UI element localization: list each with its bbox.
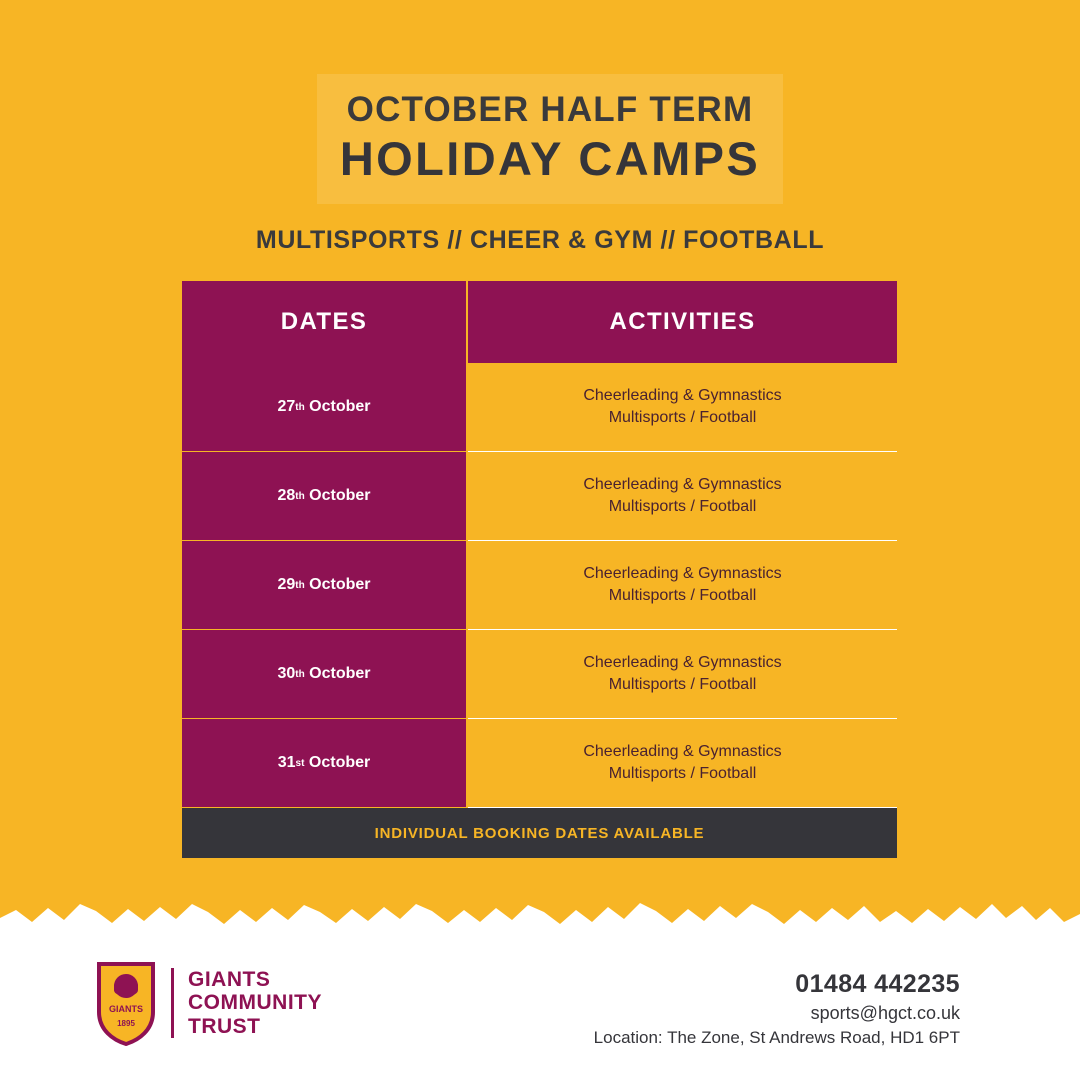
table-row: [182, 541, 897, 630]
cell-activities: [468, 541, 897, 630]
logo-divider: [171, 968, 174, 1038]
date-day: 28: [277, 487, 296, 504]
activity-line-1: Cheerleading & Gymnastics: [583, 565, 782, 583]
brand-name-line1: GIANTS: [188, 967, 271, 991]
date-month: October: [309, 398, 371, 415]
cell-date: [182, 452, 468, 541]
date-day: 31: [277, 754, 296, 771]
brand-name: [188, 968, 322, 1039]
date-suffix: st: [295, 757, 305, 769]
activity-line-2: Multisports / Football: [608, 587, 757, 604]
cell-date: [182, 541, 468, 630]
table-row: [182, 363, 897, 452]
date-suffix: th: [295, 668, 305, 680]
page-title-line1: OCTOBER HALF TERM: [346, 89, 754, 129]
footer-bar: [0, 940, 1080, 1080]
title-block: [317, 74, 783, 204]
activity-line-2: Multisports / Football: [608, 676, 757, 693]
date-suffix: th: [295, 490, 305, 502]
activity-line-1: Cheerleading & Gymnastics: [583, 476, 782, 494]
torn-paper-edge: [0, 892, 1080, 940]
date-month: October: [309, 665, 371, 682]
activity-line-1: Cheerleading & Gymnastics: [583, 743, 782, 761]
page-subtitle: MULTISPORTS // CHEER & GYM // FOOTBALL: [255, 226, 825, 254]
contact-email[interactable]: sports@hgct.co.uk: [810, 1003, 960, 1023]
svg-text:1895: 1895: [117, 1019, 135, 1028]
date-suffix: th: [295, 401, 305, 413]
cell-date: [182, 363, 468, 452]
svg-text:GIANTS: GIANTS: [108, 1004, 144, 1014]
table-row: [182, 719, 897, 808]
date-day: 27: [277, 398, 296, 415]
activity-line-1: Cheerleading & Gymnastics: [583, 387, 782, 405]
contact-location: Location: The Zone, St Andrews Road, HD1 6PT: [593, 1028, 960, 1047]
activity-line-1: Cheerleading & Gymnastics: [583, 654, 782, 672]
cell-activities: [468, 363, 897, 452]
cell-date: [182, 630, 468, 719]
cell-date: [182, 719, 468, 808]
activity-line-2: Multisports / Football: [608, 409, 757, 426]
table-footer-note: INDIVIDUAL BOOKING DATES AVAILABLE: [182, 808, 897, 858]
schedule-table: [182, 281, 897, 858]
table-row: [182, 630, 897, 719]
date-month: October: [308, 754, 371, 771]
activity-line-2: Multisports / Football: [608, 498, 757, 515]
date-day: 30: [277, 665, 296, 682]
brand-logo: [95, 960, 322, 1046]
brand-name-line3: TRUST: [188, 1014, 261, 1038]
giants-crest-icon: [95, 960, 157, 1046]
column-header-dates: DATES: [182, 281, 468, 363]
column-header-activities: ACTIVITIES: [609, 308, 756, 335]
date-month: October: [309, 487, 371, 504]
date-month: October: [309, 576, 371, 593]
contact-phone[interactable]: 01484 442235: [795, 970, 960, 998]
page-title-line2: HOLIDAY CAMPS: [339, 132, 761, 186]
date-suffix: th: [295, 579, 305, 591]
contact-block: [594, 970, 960, 1048]
brand-name-line2: COMMUNITY: [188, 991, 322, 1015]
cell-activities: [468, 719, 897, 808]
activity-line-2: Multisports / Football: [608, 765, 757, 782]
table-row: [182, 452, 897, 541]
table-header-row: [182, 281, 897, 363]
cell-activities: [468, 452, 897, 541]
date-day: 29: [277, 576, 296, 593]
cell-activities: [468, 630, 897, 719]
